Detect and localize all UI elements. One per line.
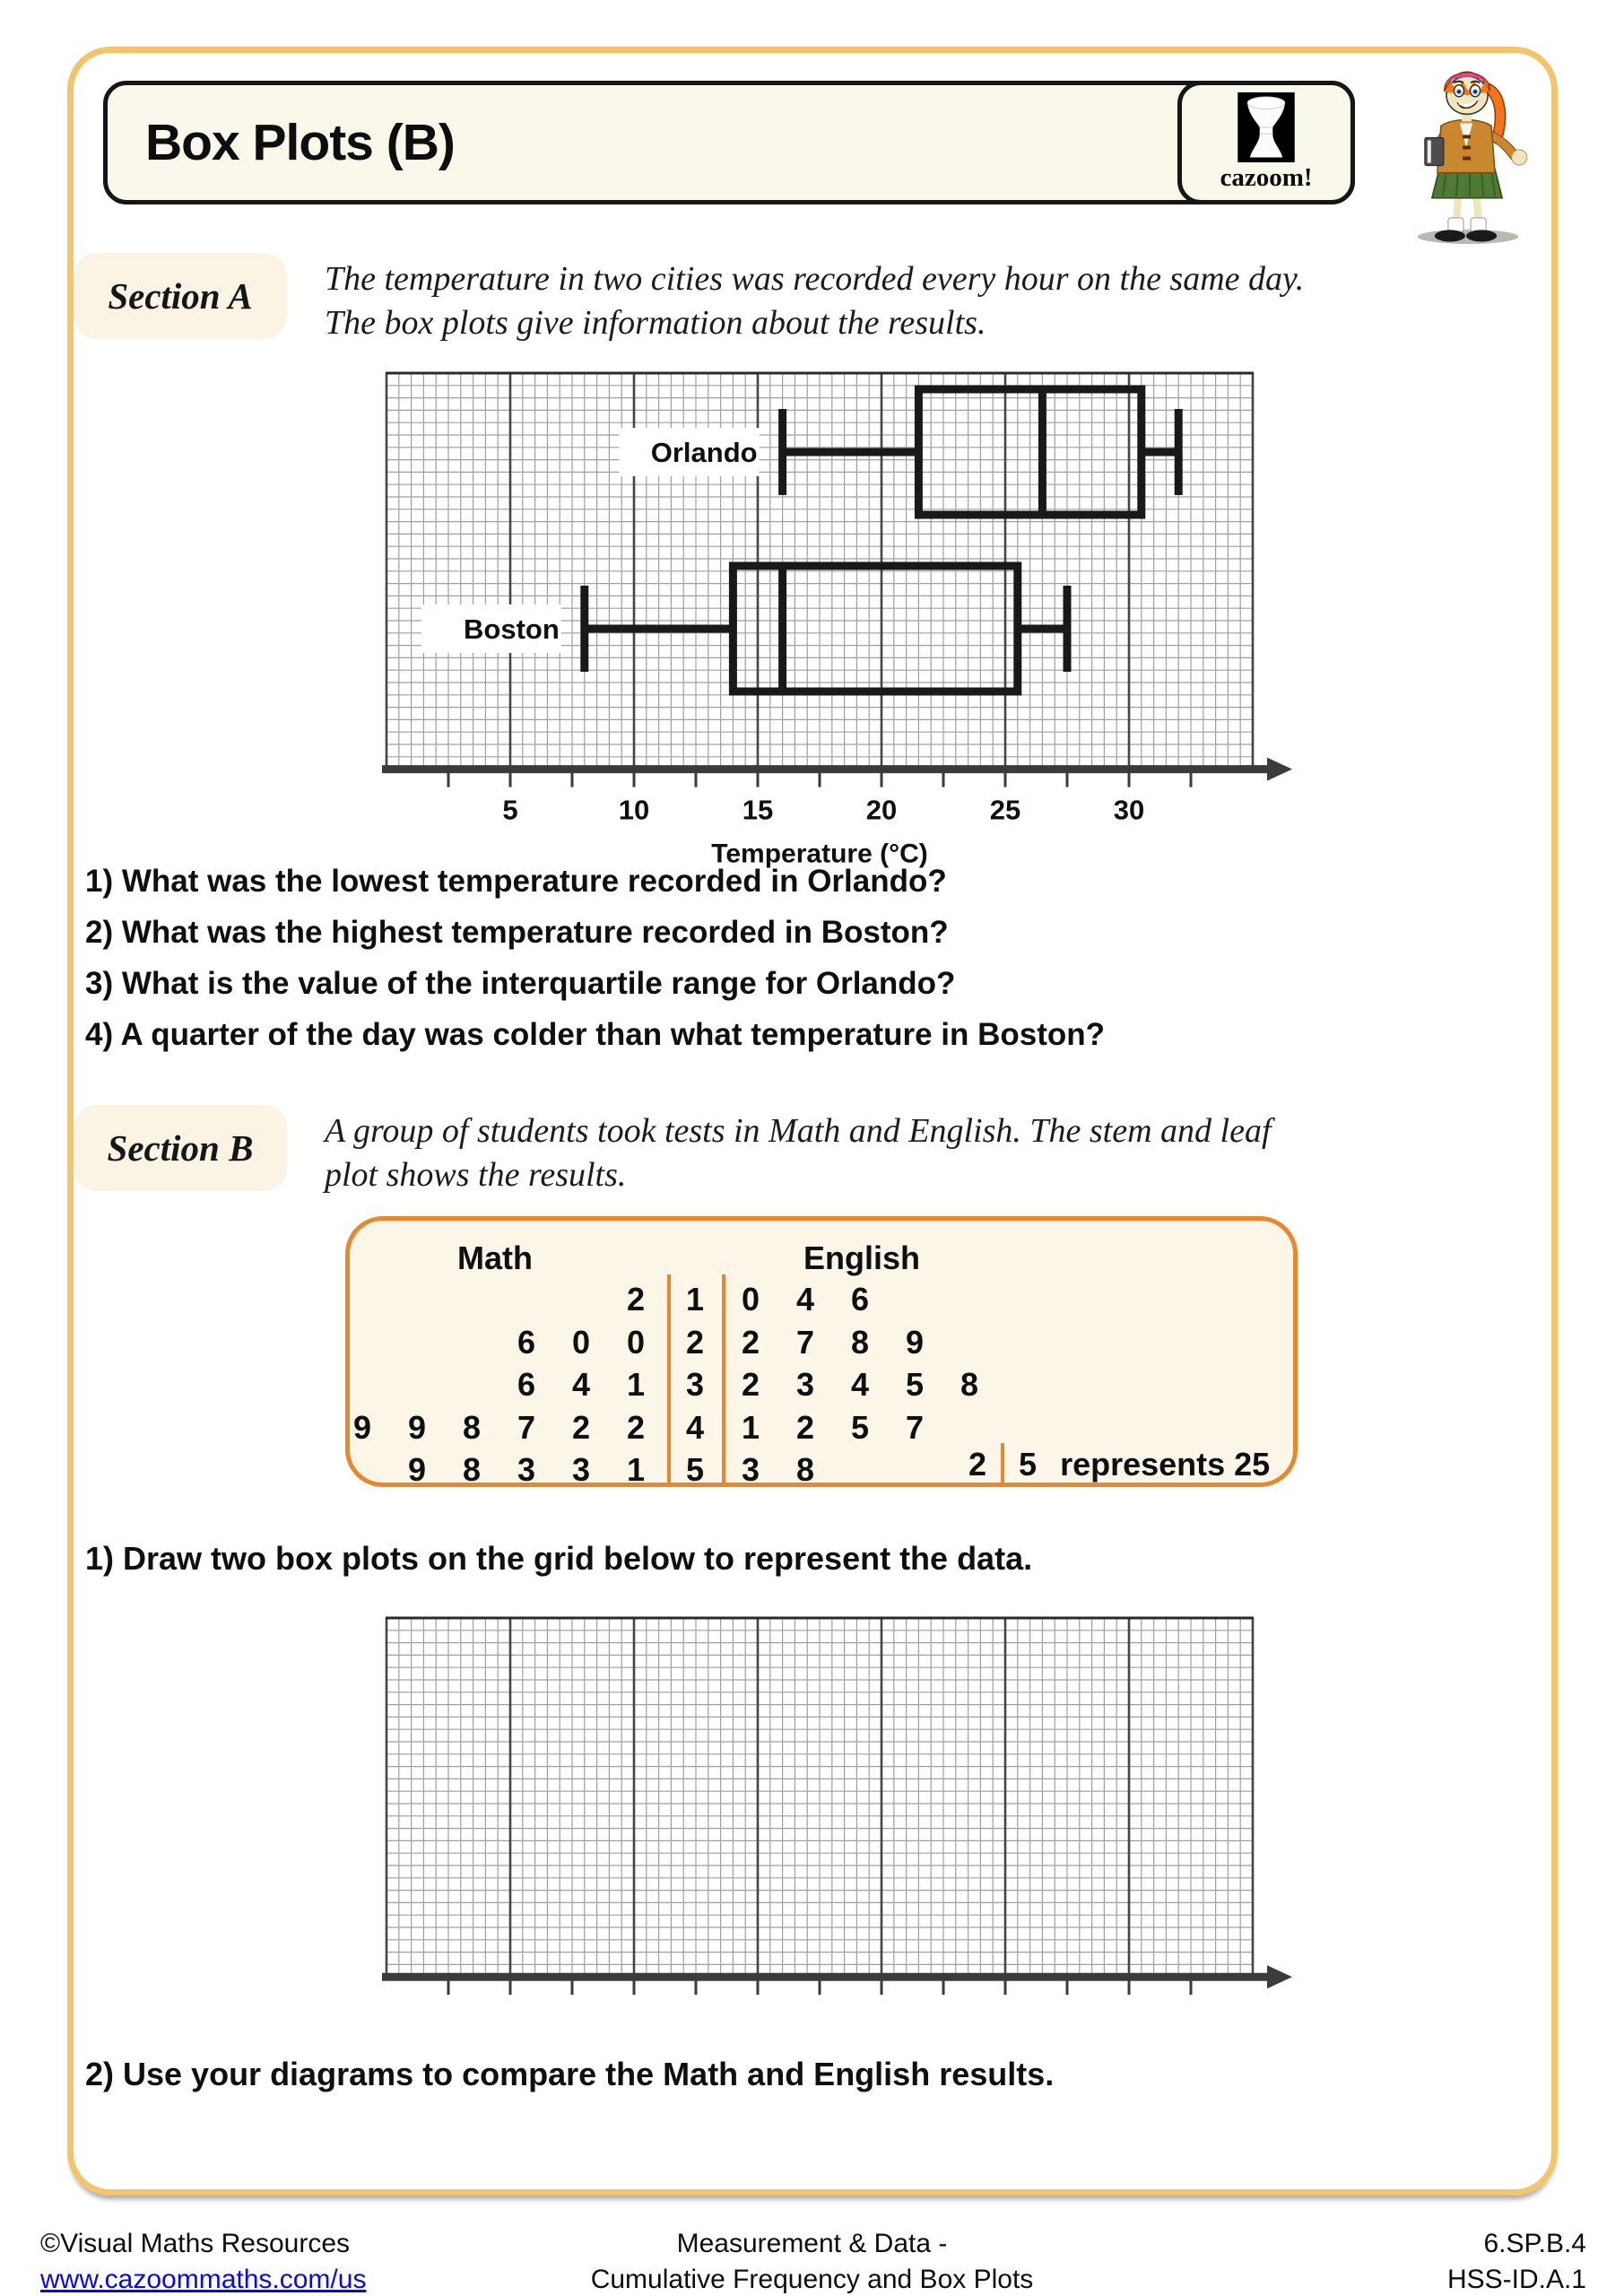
- question-line: 4) A quarter of the day was colder than what temperature in Boston?: [85, 1017, 1106, 1052]
- english-leaf-digit: 4: [850, 1366, 870, 1403]
- section-b-question-2: 2) Use your diagrams to compare the Math and English results.: [85, 2056, 1055, 2092]
- page-title: Box Plots (B): [145, 114, 455, 171]
- english-leaf-digit: 8: [795, 1451, 815, 1488]
- footer-standard-2: HSS-ID.A.1: [1446, 2265, 1586, 2294]
- stem-leaf-key: [968, 1443, 1270, 1486]
- x-axis-tick-label: 20: [865, 794, 898, 826]
- english-leaf-digit: 8: [850, 1324, 870, 1361]
- math-leaf-digit: 7: [517, 1409, 536, 1446]
- x-axis-tick-label: 30: [1113, 794, 1145, 826]
- question-line: 2) What was the highest temperature recorded in Boston?: [85, 915, 949, 950]
- math-leaf-digit: 8: [462, 1409, 482, 1446]
- english-leaf-digit: 8: [960, 1366, 979, 1403]
- header: [103, 81, 1355, 204]
- section-a-label: Section A: [74, 253, 287, 339]
- english-leaf-digit: 9: [905, 1324, 925, 1361]
- footer-topic-line2: Cumulative Frequency and Box Plots: [590, 2265, 1034, 2294]
- math-leaf-digit: 6: [517, 1324, 536, 1361]
- stem-divider-left: [667, 1274, 671, 1484]
- math-leaf-digit: 0: [571, 1324, 591, 1361]
- key-text: represents 25: [1060, 1446, 1271, 1483]
- math-leaf-digit: 1: [626, 1366, 646, 1403]
- math-leaf-digit: 1: [626, 1451, 646, 1488]
- footer-topic-line1: Measurement & Data -: [676, 2229, 948, 2258]
- stem-digit: 4: [685, 1409, 705, 1446]
- section-b-intro: [325, 1109, 1272, 1197]
- x-axis-tick-label: 10: [618, 794, 650, 826]
- stem-digit: 5: [685, 1451, 705, 1488]
- stem-divider-right: [722, 1274, 725, 1484]
- intro-line: plot shows the results.: [325, 1156, 627, 1194]
- math-leaf-digit: 3: [571, 1451, 591, 1488]
- question-line: 3) What is the value of the interquartile range for Orlando?: [85, 966, 956, 1001]
- question-line: 1) What was the lowest temperature recorded in Orlando?: [85, 864, 947, 899]
- math-leaf-digit: 9: [352, 1409, 372, 1446]
- footer-copyright: ©Visual Maths Resources: [40, 2229, 351, 2258]
- footer-standard-1: 6.SP.B.4: [1483, 2229, 1586, 2258]
- english-leaf-digit: 7: [905, 1409, 925, 1446]
- footer-right: [1447, 2226, 1586, 2296]
- english-leaf-digit: 2: [795, 1409, 815, 1446]
- cazoom-drum-icon: [1238, 92, 1295, 162]
- english-leaf-digit: 2: [741, 1366, 760, 1403]
- english-leaf-digit: 2: [741, 1324, 760, 1361]
- section-a-questions: [85, 864, 1105, 1068]
- intro-line: The temperature in two cities was recorded every hour on the same day.: [325, 260, 1305, 298]
- english-leaf-digit: 1: [741, 1409, 760, 1446]
- math-leaf-digit: 0: [626, 1324, 646, 1361]
- math-leaf-digit: 3: [517, 1451, 536, 1488]
- math-leaf-digit: 4: [571, 1366, 591, 1403]
- english-leaf-digit: 7: [795, 1324, 815, 1361]
- x-axis-tick-label: 5: [502, 794, 518, 826]
- series-label: Boston: [464, 613, 560, 645]
- math-leaf-digit: 8: [462, 1451, 482, 1488]
- series-label: Orlando: [650, 437, 758, 468]
- math-leaf-digit: 9: [407, 1409, 427, 1446]
- math-leaf-digit: 2: [571, 1409, 591, 1446]
- intro-line: A group of students took tests in Math and English. The stem and leaf: [325, 1112, 1272, 1150]
- section-b-question-1: 1) Draw two box plots on the grid below to represent the data.: [85, 1540, 1033, 1577]
- intro-line: The box plots give information about the results.: [325, 304, 986, 342]
- key-leaf: 5: [1019, 1446, 1038, 1483]
- english-leaf-digit: 5: [905, 1366, 925, 1403]
- english-leaf-digit: 0: [741, 1281, 760, 1318]
- section-a-intro: [325, 257, 1304, 345]
- stem-leaf-right-title: English: [803, 1239, 921, 1276]
- x-axis-title: Temperature (°C): [711, 839, 928, 869]
- x-axis-tick-label: 15: [742, 794, 774, 826]
- math-leaf-digit: 2: [626, 1409, 646, 1446]
- stem-digit: 3: [685, 1366, 705, 1403]
- cazoom-logo-text: cazoom!: [1220, 163, 1313, 192]
- footer-center: [0, 2226, 1624, 2296]
- math-leaf-digit: 6: [517, 1366, 536, 1403]
- stem-digit: 2: [685, 1324, 705, 1361]
- temperature-boxplot-chart: [381, 370, 1319, 872]
- english-leaf-digit: 6: [850, 1281, 870, 1318]
- student-character-illustration: [1379, 45, 1551, 248]
- math-leaf-digit: 9: [407, 1451, 427, 1488]
- math-leaf-digit: 2: [626, 1281, 646, 1318]
- english-leaf-digit: 5: [850, 1409, 870, 1446]
- english-leaf-digit: 3: [741, 1451, 760, 1488]
- stem-leaf-left-title: Math: [457, 1239, 533, 1276]
- blank-grid-chart: [381, 1614, 1319, 2009]
- english-leaf-digit: 3: [795, 1366, 815, 1403]
- key-stem: 2: [968, 1446, 987, 1483]
- english-leaf-digit: 4: [795, 1281, 815, 1318]
- section-b-label: Section B: [74, 1105, 287, 1191]
- x-axis-tick-label: 25: [989, 794, 1021, 826]
- stem-and-leaf-plot: [345, 1216, 1298, 1487]
- key-divider: [1001, 1443, 1004, 1486]
- cazoom-logo: [1177, 81, 1355, 204]
- footer-website-link[interactable]: www.cazoommaths.com/us: [40, 2265, 367, 2294]
- stem-digit: 1: [685, 1281, 705, 1318]
